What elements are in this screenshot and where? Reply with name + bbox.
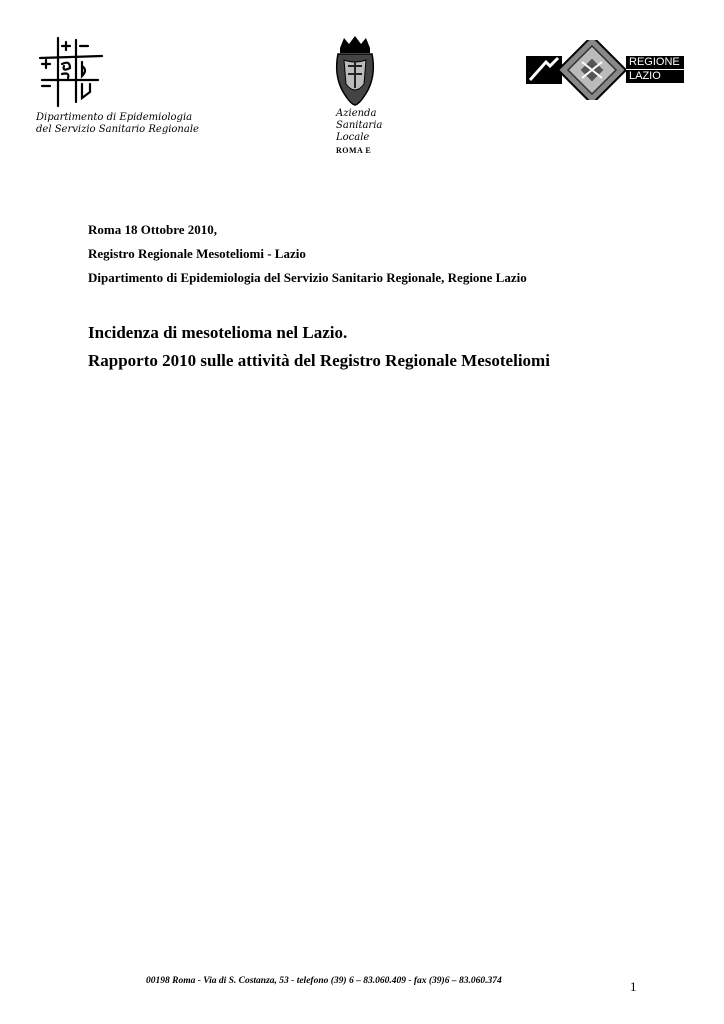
asl-logo-line3: Locale xyxy=(336,132,370,143)
title-line1: Incidenza di mesotelioma nel Lazio. xyxy=(88,323,348,342)
asl-coat-of-arms-icon xyxy=(330,34,380,106)
document-title xyxy=(88,319,550,375)
title-line2: Rapporto 2010 sulle attività del Registro Regionale Mesoteliomi xyxy=(88,351,550,370)
asl-logo xyxy=(330,34,400,155)
asl-logo-line2: Sanitaria xyxy=(336,120,383,131)
regione-lazio-line1: REGIONE xyxy=(626,56,684,69)
department-logo xyxy=(36,36,216,136)
registry-name: Registro Regionale Mesoteliomi - Lazio xyxy=(88,246,306,261)
footer-address: 00198 Roma - Via di S. Costanza, 53 - telefono (39) 6 – 83.060.409 - fax (39)6 – 83.060.374 xyxy=(146,976,502,986)
asl-logo-roma: ROMA E xyxy=(336,146,372,155)
regione-lazio-logo-icon xyxy=(526,40,626,100)
regione-lazio-logo xyxy=(526,40,690,100)
department-name: Dipartimento di Epidemiologia del Servizio Sanitario Regionale, Regione Lazio xyxy=(88,270,527,285)
department-logo-line2: del Servizio Sanitario Regionale xyxy=(36,124,199,135)
asl-logo-line1: Azienda xyxy=(336,108,377,119)
document-date: Roma 18 Ottobre 2010, xyxy=(88,222,218,237)
document-header xyxy=(88,218,527,290)
regione-lazio-line2: LAZIO xyxy=(626,70,684,83)
dep-epidemiologia-logo-icon xyxy=(36,36,106,108)
department-logo-line1: Dipartimento di Epidemiologia xyxy=(36,112,193,123)
page-number: 1 xyxy=(630,979,637,994)
